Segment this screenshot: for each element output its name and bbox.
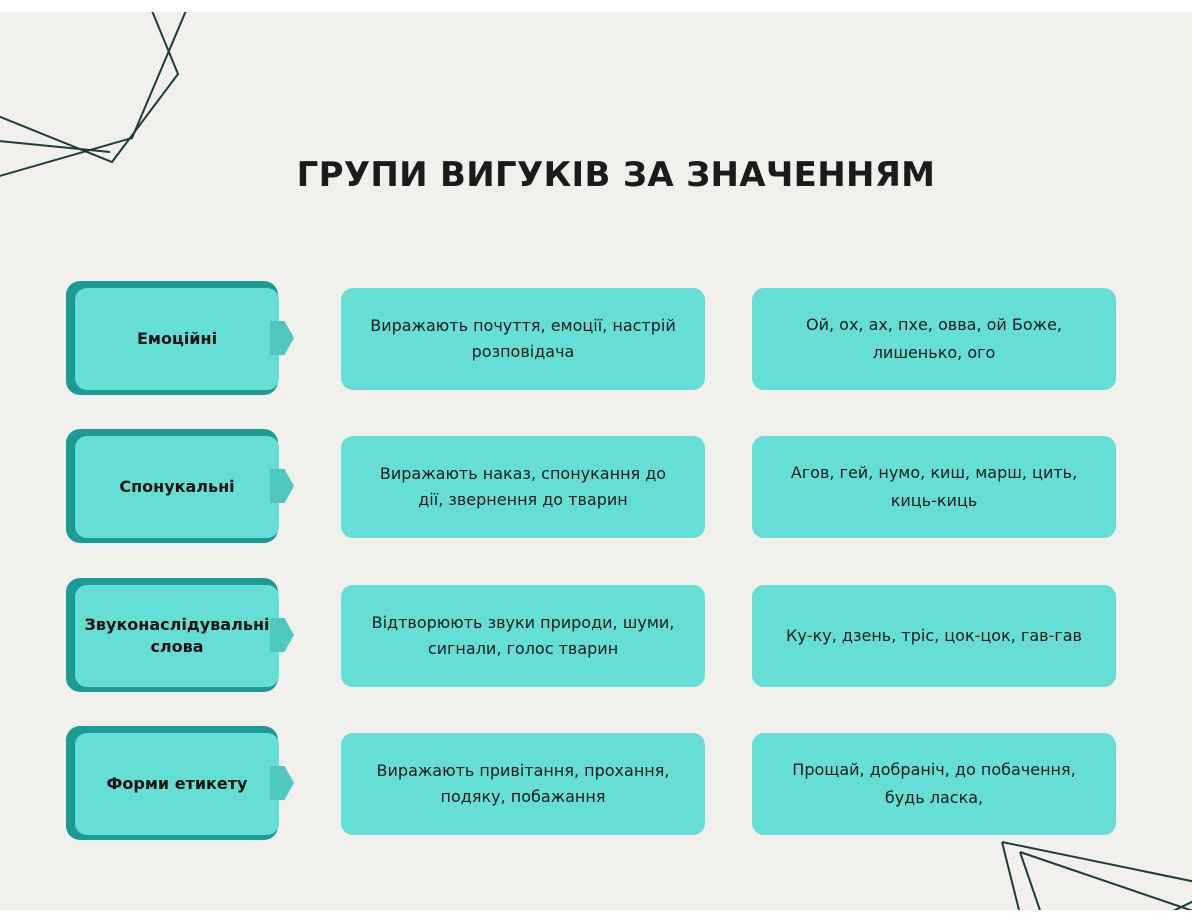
slide-title: ГРУПИ ВИГУКІВ ЗА ЗНАЧЕННЯМ — [296, 155, 936, 195]
row-incentive — [0, 429, 1192, 541]
slide — [0, 12, 1192, 910]
top-left-line-art-3 — [0, 140, 110, 152]
category-card: Спонукальні — [75, 436, 279, 538]
examples-card: Агов, гей, нумо, киш, марш, цить, киць-киць — [752, 436, 1116, 538]
category-card: Звуконаслідувальні слова — [75, 585, 279, 687]
bottom-right-line-art-1 — [1002, 842, 1022, 910]
description-card: Виражають привітання, прохання, подяку, побажання — [341, 733, 705, 835]
description-card: Виражають наказ, спонукання до дії, звернення до тварин — [341, 436, 705, 538]
row-onomatopoeic — [0, 578, 1192, 690]
row-emotional — [0, 281, 1192, 393]
examples-card: Прощай, добраніч, до побачення, будь ласка, — [752, 733, 1116, 835]
arrow-right-icon — [270, 618, 294, 652]
bottom-right-line-art-2 — [1002, 842, 1192, 882]
description-card: Виражають почуття, емоції, настрій розповідача — [341, 288, 705, 390]
top-left-line-art-2 — [0, 12, 188, 177]
examples-card: Ку-ку, дзень, тріс, цок-цок, гав-гав — [752, 585, 1116, 687]
examples-card: Ой, ох, ах, пхе, овва, ой Боже, лишенько, ого — [752, 288, 1116, 390]
arrow-right-icon — [270, 321, 294, 355]
description-card: Відтворюють звуки природи, шуми, сигнали, голос тварин — [341, 585, 705, 687]
category-card: Емоційні — [75, 288, 279, 390]
bottom-right-line-art-3 — [1020, 852, 1044, 910]
top-left-line-art-1 — [0, 12, 178, 162]
arrow-right-icon — [270, 766, 294, 800]
arrow-right-icon — [270, 469, 294, 503]
bottom-right-line-art-4 — [1020, 852, 1192, 910]
row-etiquette — [0, 726, 1192, 838]
category-card: Форми етикету — [75, 733, 279, 835]
